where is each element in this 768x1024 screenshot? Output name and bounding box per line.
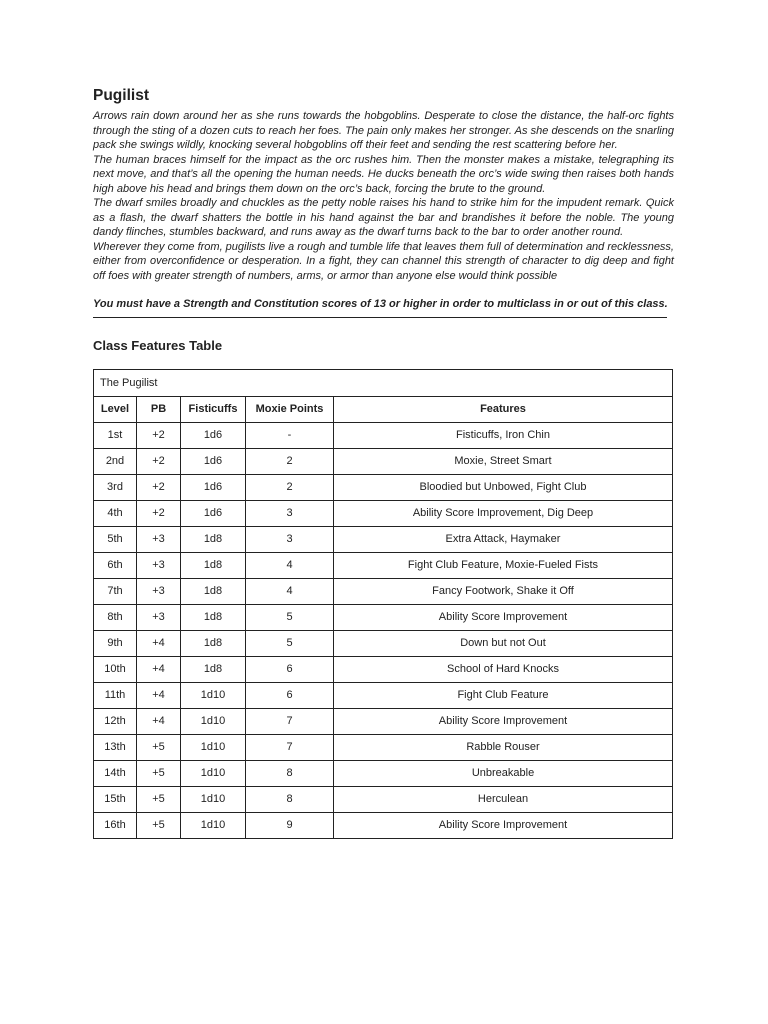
table-row bbox=[94, 734, 673, 760]
cell-level: 3rd bbox=[94, 474, 137, 500]
cell-features: Fisticuffs, Iron Chin bbox=[334, 422, 673, 448]
cell-level: 2nd bbox=[94, 448, 137, 474]
cell-features: Ability Score Improvement bbox=[334, 812, 673, 838]
cell-fisticuffs: 1d6 bbox=[181, 474, 246, 500]
cell-features: Rabble Rouser bbox=[334, 734, 673, 760]
cell-fisticuffs: 1d10 bbox=[181, 708, 246, 734]
divider bbox=[93, 317, 667, 318]
cell-moxie-points: 3 bbox=[246, 526, 334, 552]
cell-fisticuffs: 1d8 bbox=[181, 578, 246, 604]
table-row bbox=[94, 552, 673, 578]
cell-moxie-points: - bbox=[246, 422, 334, 448]
intro-paragraph-2: The human braces himself for the impact as the orc rushes him. Then the monster makes a mistake, telegraphing its next move, and that’s all the opening the human needs. He ducks beneath the orc’s wide swing then raises both hands high above his head and brings them down on the orc’s back, forcing the brute to the ground. bbox=[93, 153, 674, 195]
cell-pb: +2 bbox=[137, 422, 181, 448]
cell-features: School of Hard Knocks bbox=[334, 656, 673, 682]
cell-moxie-points: 2 bbox=[246, 474, 334, 500]
cell-level: 14th bbox=[94, 760, 137, 786]
table-row bbox=[94, 760, 673, 786]
cell-pb: +4 bbox=[137, 682, 181, 708]
cell-level: 16th bbox=[94, 812, 137, 838]
cell-features: Bloodied but Unbowed, Fight Club bbox=[334, 474, 673, 500]
cell-level: 4th bbox=[94, 500, 137, 526]
cell-level: 9th bbox=[94, 630, 137, 656]
cell-fisticuffs: 1d8 bbox=[181, 630, 246, 656]
cell-pb: +2 bbox=[137, 474, 181, 500]
cell-features: Fight Club Feature, Moxie-Fueled Fists bbox=[334, 552, 673, 578]
cell-fisticuffs: 1d6 bbox=[181, 448, 246, 474]
header-level: Level bbox=[94, 396, 137, 422]
section-title: Class Features Table bbox=[93, 337, 223, 353]
cell-fisticuffs: 1d10 bbox=[181, 812, 246, 838]
cell-level: 8th bbox=[94, 604, 137, 630]
cell-level: 5th bbox=[94, 526, 137, 552]
table-header-row bbox=[94, 396, 673, 422]
table-row bbox=[94, 500, 673, 526]
cell-features: Moxie, Street Smart bbox=[334, 448, 673, 474]
cell-pb: +3 bbox=[137, 604, 181, 630]
cell-moxie-points: 3 bbox=[246, 500, 334, 526]
page-title: Pugilist bbox=[93, 87, 149, 104]
table-caption: The Pugilist bbox=[94, 369, 673, 396]
cell-pb: +2 bbox=[137, 500, 181, 526]
table-body bbox=[94, 422, 673, 838]
cell-features: Ability Score Improvement bbox=[334, 708, 673, 734]
header-pb: PB bbox=[137, 396, 181, 422]
cell-fisticuffs: 1d6 bbox=[181, 500, 246, 526]
table-row bbox=[94, 474, 673, 500]
cell-moxie-points: 5 bbox=[246, 604, 334, 630]
cell-pb: +3 bbox=[137, 526, 181, 552]
intro-paragraph-1: Arrows rain down around her as she runs towards the hobgoblins. Desperate to close the distance, the half-orc fights through the sting of a dozen cuts to reach her foes. The pain only makes her stronger. As she descends on the snarling pack she swings wildly, knocking several hobgoblins off their feet and sending the rest scattering before her. bbox=[93, 110, 674, 151]
cell-pb: +5 bbox=[137, 812, 181, 838]
cell-features: Ability Score Improvement bbox=[334, 604, 673, 630]
cell-moxie-points: 8 bbox=[246, 760, 334, 786]
table-row bbox=[94, 578, 673, 604]
header-features: Features bbox=[334, 396, 673, 422]
cell-features: Ability Score Improvement, Dig Deep bbox=[334, 500, 673, 526]
cell-level: 7th bbox=[94, 578, 137, 604]
cell-fisticuffs: 1d8 bbox=[181, 552, 246, 578]
cell-features: Extra Attack, Haymaker bbox=[334, 526, 673, 552]
cell-moxie-points: 9 bbox=[246, 812, 334, 838]
cell-pb: +5 bbox=[137, 760, 181, 786]
cell-features: Down but not Out bbox=[334, 630, 673, 656]
table-row bbox=[94, 448, 673, 474]
cell-fisticuffs: 1d10 bbox=[181, 786, 246, 812]
cell-features: Fancy Footwork, Shake it Off bbox=[334, 578, 673, 604]
table-row bbox=[94, 656, 673, 682]
cell-moxie-points: 6 bbox=[246, 656, 334, 682]
cell-moxie-points: 5 bbox=[246, 630, 334, 656]
cell-level: 1st bbox=[94, 422, 137, 448]
table-row bbox=[94, 812, 673, 838]
table-row bbox=[94, 682, 673, 708]
cell-moxie-points: 4 bbox=[246, 578, 334, 604]
cell-pb: +5 bbox=[137, 734, 181, 760]
intro-paragraph-3: The dwarf smiles broadly and chuckles as the petty noble raises his hand to strike him for the impudent remark. Quick as a flash, the dwarf shatters the bottle in his hand against the bar and brandishes it before the noble. The young dandy flinches, stumbles backward, and runs away as the dwarf turns back to the bar to order another round. bbox=[93, 197, 674, 238]
cell-moxie-points: 6 bbox=[246, 682, 334, 708]
cell-pb: +3 bbox=[137, 578, 181, 604]
cell-moxie-points: 7 bbox=[246, 708, 334, 734]
class-features-table bbox=[93, 369, 673, 839]
cell-level: 12th bbox=[94, 708, 137, 734]
cell-fisticuffs: 1d6 bbox=[181, 422, 246, 448]
table-row bbox=[94, 786, 673, 812]
cell-fisticuffs: 1d10 bbox=[181, 760, 246, 786]
cell-fisticuffs: 1d10 bbox=[181, 734, 246, 760]
cell-moxie-points: 7 bbox=[246, 734, 334, 760]
intro-paragraph-4: Wherever they come from, pugilists live a rough and tumble life that leaves them full of determination and recklessness, either from overconfidence or desperation. In a fight, they can channel this strength of character to dig deep and fight off foes with greater strength of numbers, arms, or armor than anyone else would think possible bbox=[93, 240, 674, 282]
table-row bbox=[94, 604, 673, 630]
table-row bbox=[94, 526, 673, 552]
cell-pb: +4 bbox=[137, 630, 181, 656]
cell-moxie-points: 2 bbox=[246, 448, 334, 474]
header-fisticuffs: Fisticuffs bbox=[181, 396, 246, 422]
cell-pb: +4 bbox=[137, 656, 181, 682]
cell-level: 10th bbox=[94, 656, 137, 682]
table-row bbox=[94, 630, 673, 656]
cell-pb: +4 bbox=[137, 708, 181, 734]
cell-features: Unbreakable bbox=[334, 760, 673, 786]
multiclass-requirement: You must have a Strength and Constitution scores of 13 or higher in order to multiclass in or out of this class. bbox=[93, 298, 668, 310]
cell-features: Herculean bbox=[334, 786, 673, 812]
cell-moxie-points: 4 bbox=[246, 552, 334, 578]
document-page bbox=[93, 86, 674, 839]
cell-fisticuffs: 1d8 bbox=[181, 656, 246, 682]
cell-level: 15th bbox=[94, 786, 137, 812]
cell-pb: +3 bbox=[137, 552, 181, 578]
cell-pb: +5 bbox=[137, 786, 181, 812]
table-caption-row bbox=[94, 369, 673, 396]
cell-level: 11th bbox=[94, 682, 137, 708]
cell-fisticuffs: 1d8 bbox=[181, 526, 246, 552]
table-row bbox=[94, 708, 673, 734]
cell-level: 13th bbox=[94, 734, 137, 760]
cell-fisticuffs: 1d8 bbox=[181, 604, 246, 630]
table-row bbox=[94, 422, 673, 448]
cell-moxie-points: 8 bbox=[246, 786, 334, 812]
cell-fisticuffs: 1d10 bbox=[181, 682, 246, 708]
header-moxie-points: Moxie Points bbox=[246, 396, 334, 422]
cell-pb: +2 bbox=[137, 448, 181, 474]
cell-features: Fight Club Feature bbox=[334, 682, 673, 708]
cell-level: 6th bbox=[94, 552, 137, 578]
